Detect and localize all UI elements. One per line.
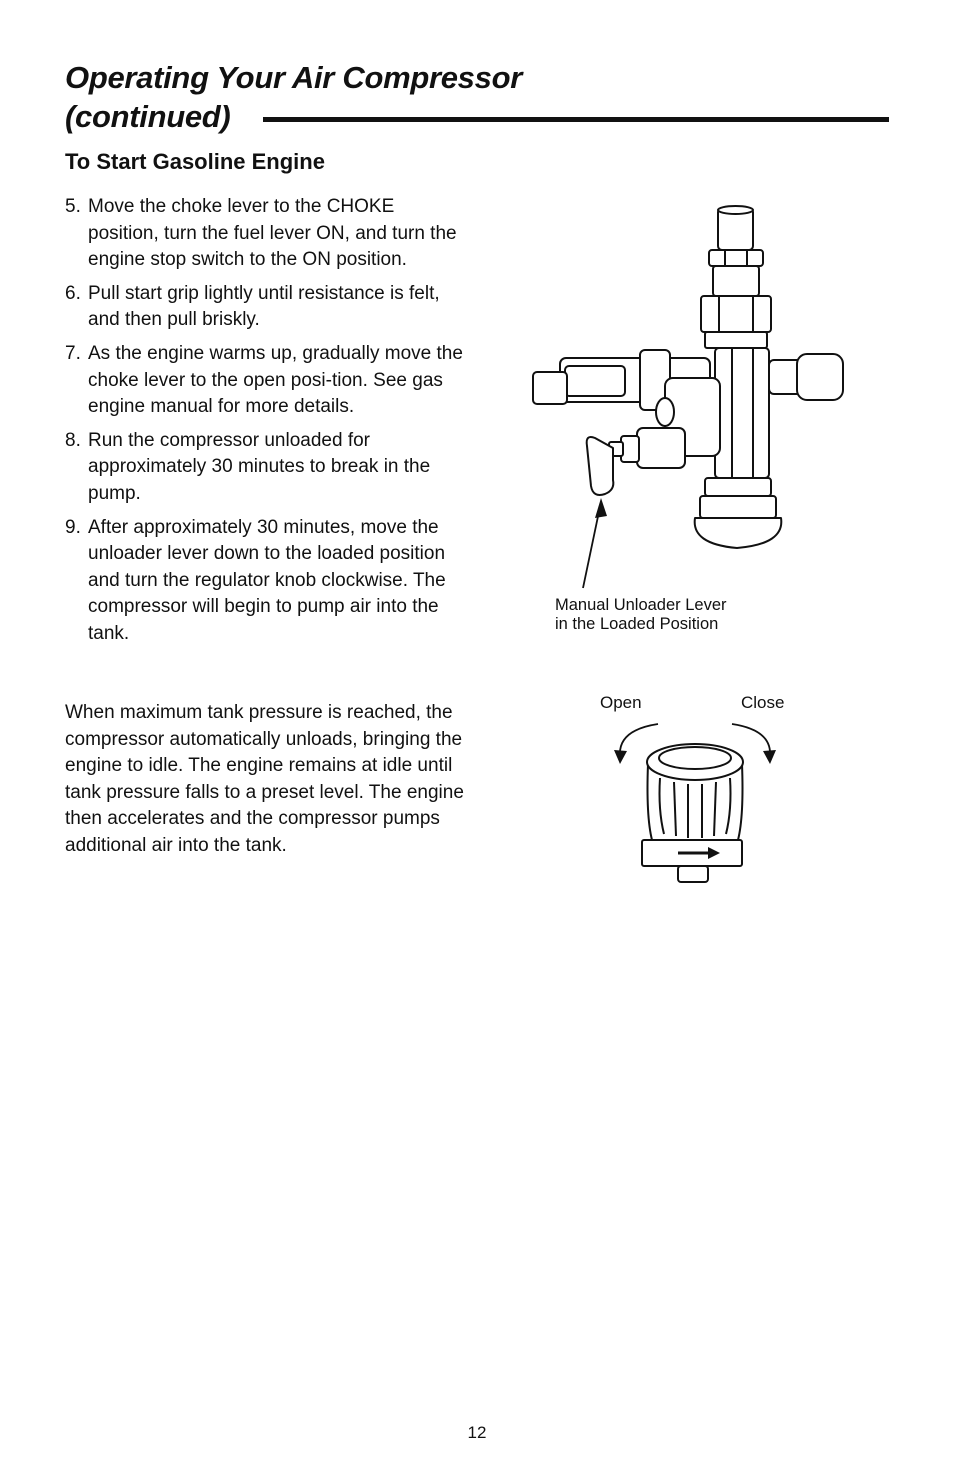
step-7 <box>65 341 470 421</box>
close-arrow-icon <box>763 750 776 764</box>
regulator-knob-illustration <box>610 716 785 886</box>
caption-line-2: in the Loaded Position <box>555 615 719 633</box>
figure-caption <box>555 596 727 634</box>
closing-paragraph: When maximum tank pressure is reached, the compressor automatically unloads, bringing the engine to idle. The engine remains at idle until tank pressure falls to a preset level. The engine then accelerates and the compressor pumps additional air into the tank. <box>65 702 464 856</box>
title-rule <box>263 117 889 122</box>
step-text: As the engine warms up, gradually move the choke lever to the open posi-tion. See gas engine manual for more details. <box>88 342 463 418</box>
step-number: 8. <box>65 429 81 451</box>
page-title <box>65 58 522 136</box>
step-text: Run the compressor unloaded for approximately 30 minutes to break in the pump. <box>88 429 431 504</box>
step-text: After approximately 30 minutes, move the unloader lever down to the loaded position and turn the regulator knob clockwise. The compressor will begin to pump air into the tank. <box>88 516 446 644</box>
section-title: To Start Gasoline Engine <box>65 149 325 174</box>
unloader-valve-illustration <box>525 200 855 595</box>
step-8 <box>65 428 470 508</box>
title-line-2: (continued) <box>65 99 231 134</box>
close-label: Close <box>741 693 785 712</box>
step-number: 7. <box>65 342 81 364</box>
step-6 <box>65 281 470 334</box>
instruction-steps <box>65 194 470 655</box>
step-text: Move the choke lever to the CHOKE position, turn the fuel lever ON, and turn the engine stop switch to the ON position. <box>88 196 457 271</box>
open-arrow-icon <box>614 750 627 764</box>
step-number: 9. <box>65 516 81 538</box>
caption-line-1: Manual Unloader Lever <box>555 596 727 614</box>
page-number: 12 <box>467 1423 487 1442</box>
title-line-1: Operating Your Air Compressor <box>65 60 522 95</box>
step-5 <box>65 194 470 274</box>
step-text: Pull start grip lightly until resistance is felt, and then pull briskly. <box>88 282 440 331</box>
step-number: 5. <box>65 196 81 217</box>
open-label: Open <box>600 693 642 712</box>
step-9 <box>65 515 470 648</box>
step-number: 6. <box>65 282 81 304</box>
